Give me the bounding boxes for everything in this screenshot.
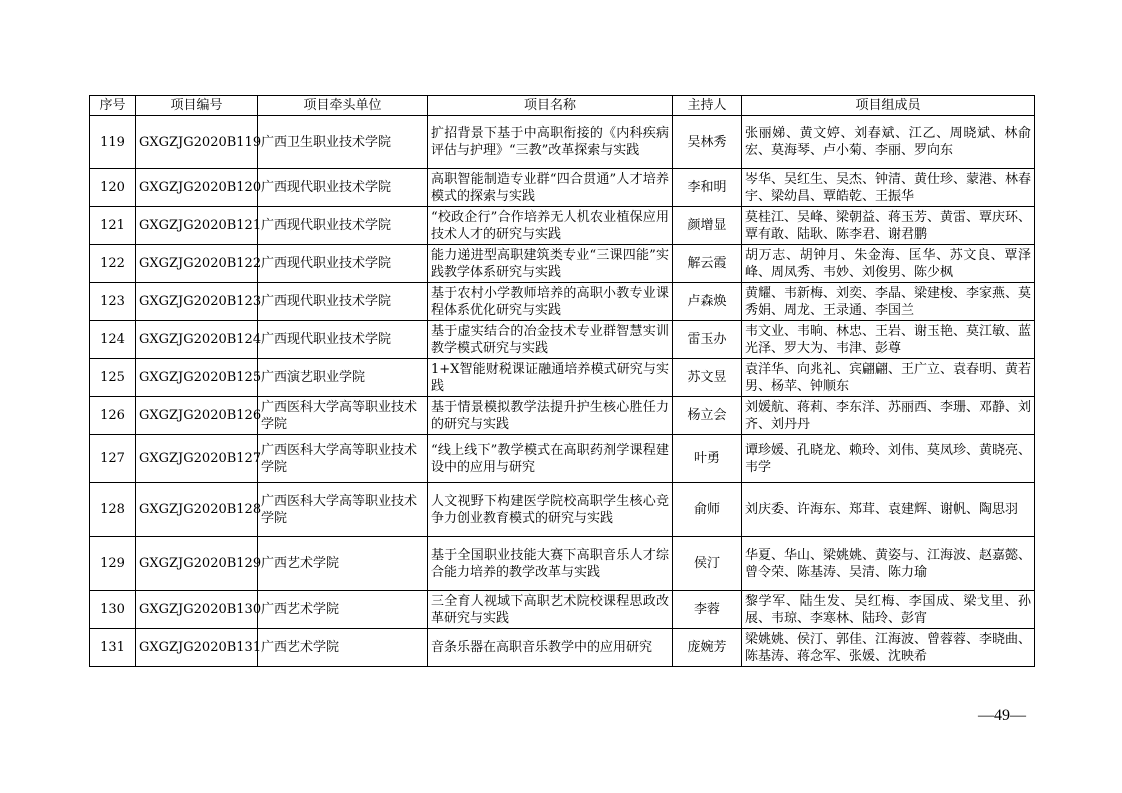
cell-project-code: GXGZJG2020B119 (136, 116, 258, 169)
cell-serial: 130 (90, 591, 136, 629)
cell-project-code: GXGZJG2020B128 (136, 483, 258, 537)
cell-host: 雷玉办 (673, 321, 742, 359)
cell-members: 张丽娣、黄文婷、刘春斌、江乙、周晓斌、林俞宏、莫海琴、卢小菊、李丽、罗向东 (742, 116, 1035, 169)
table-row (90, 283, 1035, 321)
cell-members: 华夏、华山、梁姚姚、黄姿与、江海波、赵嘉懿、曾令荣、陈基涛、吴清、陈力瑜 (742, 537, 1035, 591)
cell-project-name: 基于农村小学教师培养的高职小教专业课程体系优化研究与实践 (428, 283, 673, 321)
cell-host: 叶勇 (673, 435, 742, 483)
cell-members: 谭珍媛、孔晓龙、赖玲、刘伟、莫凤珍、黄晓亮、韦学 (742, 435, 1035, 483)
cell-project-name: 扩招背景下基于中高职衔接的《内科疾病评估与护理》“三教”改革探索与实践 (428, 116, 673, 169)
cell-host: 卢森焕 (673, 283, 742, 321)
cell-lead-unit: 广西医科大学高等职业技术学院 (258, 397, 428, 435)
cell-project-name: 1+X智能财税课证融通培养模式研究与实践 (428, 359, 673, 397)
table-row (90, 245, 1035, 283)
cell-members: 袁洋华、向兆礼、宾翩翩、王广立、袁春明、黄若男、杨苹、钟顺东 (742, 359, 1035, 397)
cell-host: 李和明 (673, 169, 742, 207)
cell-project-name: 基于虚实结合的冶金技术专业群智慧实训教学模式研究与实践 (428, 321, 673, 359)
cell-host: 解云霞 (673, 245, 742, 283)
cell-members: 韦文业、韦晌、林忠、王岩、谢玉艳、莫江敏、蓝光泽、罗大为、韦津、彭尊 (742, 321, 1035, 359)
cell-lead-unit: 广西现代职业技术学院 (258, 245, 428, 283)
cell-project-code: GXGZJG2020B121 (136, 207, 258, 245)
header-project-code: 项目编号 (136, 96, 258, 116)
cell-lead-unit: 广西医科大学高等职业技术学院 (258, 483, 428, 537)
cell-lead-unit: 广西卫生职业技术学院 (258, 116, 428, 169)
cell-project-code: GXGZJG2020B131 (136, 629, 258, 667)
cell-serial: 127 (90, 435, 136, 483)
cell-serial: 125 (90, 359, 136, 397)
cell-members: 岑华、吴红生、吴杰、钟清、黄仕珍、蒙港、林春宇、梁幼昌、覃皓乾、王振华 (742, 169, 1035, 207)
table-row (90, 207, 1035, 245)
cell-members: 梁姚姚、侯汀、郭佳、江海波、曾蓉蓉、李晓曲、陈基涛、蒋念军、张媛、沈映希 (742, 629, 1035, 667)
cell-members: 莫桂江、吴峰、梁朝益、蒋玉芳、黄雷、覃庆环、覃有敢、陆耿、陈李君、谢君鹏 (742, 207, 1035, 245)
cell-serial: 119 (90, 116, 136, 169)
cell-lead-unit: 广西现代职业技术学院 (258, 321, 428, 359)
cell-project-name: 音条乐器在高职音乐教学中的应用研究 (428, 629, 673, 667)
cell-project-name: “校政企行”合作培养无人机农业植保应用技术人才的研究与实践 (428, 207, 673, 245)
cell-serial: 131 (90, 629, 136, 667)
cell-project-name: 人文视野下构建医学院校高职学生核心竞争力创业教育模式的研究与实践 (428, 483, 673, 537)
table-row (90, 483, 1035, 537)
cell-project-name: 能力递进型高职建筑类专业“三课四能”实践教学体系研究与实践 (428, 245, 673, 283)
cell-members: 黎学军、陆生发、吴红梅、李国成、梁戈里、孙展、韦琼、李寒林、陆玲、彭宵 (742, 591, 1035, 629)
cell-lead-unit: 广西艺术学院 (258, 629, 428, 667)
cell-serial: 126 (90, 397, 136, 435)
cell-lead-unit: 广西现代职业技术学院 (258, 283, 428, 321)
cell-project-code: GXGZJG2020B123 (136, 283, 258, 321)
table-row (90, 435, 1035, 483)
cell-members: 刘媛航、蒋莉、李东洋、苏丽西、李珊、邓静、刘齐、刘丹丹 (742, 397, 1035, 435)
header-host: 主持人 (673, 96, 742, 116)
cell-project-code: GXGZJG2020B122 (136, 245, 258, 283)
cell-project-name: “线上线下”教学模式在高职药剂学课程建设中的应用与研究 (428, 435, 673, 483)
table-row (90, 537, 1035, 591)
table-row (90, 359, 1035, 397)
cell-project-code: GXGZJG2020B129 (136, 537, 258, 591)
cell-project-name: 基于情景模拟教学法提升护生核心胜任力的研究与实践 (428, 397, 673, 435)
cell-lead-unit: 广西现代职业技术学院 (258, 169, 428, 207)
cell-project-code: GXGZJG2020B130 (136, 591, 258, 629)
cell-serial: 121 (90, 207, 136, 245)
cell-serial: 123 (90, 283, 136, 321)
cell-serial: 122 (90, 245, 136, 283)
cell-project-code: GXGZJG2020B126 (136, 397, 258, 435)
cell-serial: 128 (90, 483, 136, 537)
cell-project-code: GXGZJG2020B127 (136, 435, 258, 483)
cell-lead-unit: 广西艺术学院 (258, 591, 428, 629)
cell-host: 颜增显 (673, 207, 742, 245)
cell-host: 杨立会 (673, 397, 742, 435)
header-members: 项目组成员 (742, 96, 1035, 116)
cell-host: 庞婉芳 (673, 629, 742, 667)
table-row (90, 629, 1035, 667)
cell-serial: 120 (90, 169, 136, 207)
table-row (90, 321, 1035, 359)
cell-project-code: GXGZJG2020B124 (136, 321, 258, 359)
header-lead-unit: 项目牵头单位 (258, 96, 428, 116)
cell-lead-unit: 广西现代职业技术学院 (258, 207, 428, 245)
page-number: —49— (978, 707, 1026, 724)
cell-host: 俞师 (673, 483, 742, 537)
table-row (90, 591, 1035, 629)
cell-project-name: 高职智能制造专业群“四合贯通”人才培养模式的探索与实践 (428, 169, 673, 207)
cell-serial: 129 (90, 537, 136, 591)
cell-host: 苏文昱 (673, 359, 742, 397)
table-row (90, 169, 1035, 207)
cell-lead-unit: 广西演艺职业学院 (258, 359, 428, 397)
cell-lead-unit: 广西艺术学院 (258, 537, 428, 591)
project-table (89, 95, 1035, 667)
cell-host: 吴林秀 (673, 116, 742, 169)
header-project-name: 项目名称 (428, 96, 673, 116)
header-serial: 序号 (90, 96, 136, 116)
cell-members: 黄耀、韦新梅、刘奕、李晶、梁建梭、李家燕、莫秀娟、周龙、王录通、李国兰 (742, 283, 1035, 321)
table-row (90, 116, 1035, 169)
cell-members: 刘庆委、许海东、郑茸、袁建辉、谢帆、陶思羽 (742, 483, 1035, 537)
table-header-row (90, 96, 1035, 116)
cell-project-code: GXGZJG2020B125 (136, 359, 258, 397)
cell-host: 侯汀 (673, 537, 742, 591)
table-body (90, 116, 1035, 667)
cell-project-name: 三全育人视域下高职艺术院校课程思政改革研究与实践 (428, 591, 673, 629)
cell-host: 李蓉 (673, 591, 742, 629)
cell-lead-unit: 广西医科大学高等职业技术学院 (258, 435, 428, 483)
cell-project-code: GXGZJG2020B120 (136, 169, 258, 207)
cell-members: 胡万志、胡钟月、朱金海、匡华、苏文良、覃泽峰、周凤秀、韦妙、刘俊男、陈少枫 (742, 245, 1035, 283)
cell-project-name: 基于全国职业技能大赛下高职音乐人才综合能力培养的教学改革与实践 (428, 537, 673, 591)
table-row (90, 397, 1035, 435)
cell-serial: 124 (90, 321, 136, 359)
